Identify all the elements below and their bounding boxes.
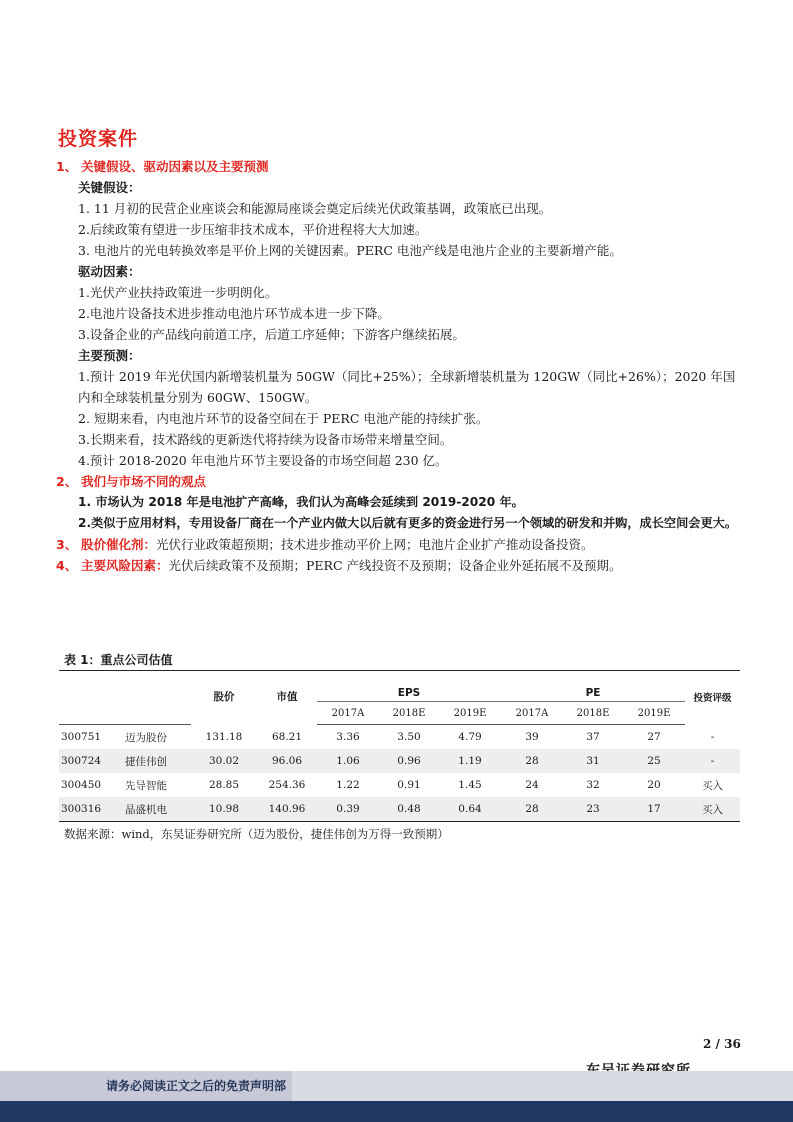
eps-2017: 3.36 (336, 731, 360, 743)
company-name: 晶盛机电 (121, 797, 191, 822)
price: 131.18 (205, 730, 243, 743)
year-header: 2017A (317, 702, 379, 725)
header-mktcap: 市值 (257, 671, 317, 725)
pe-2018: 37 (586, 731, 600, 743)
view-item: 1. 市场认为 2018 年是电池扩产高峰，我们认为高峰会延续到 2019-2020 年。 (78, 495, 524, 509)
drivers-label: 驱动因素： (78, 264, 141, 279)
year-header: 2018E (563, 702, 623, 725)
eps-2017: 1.06 (317, 749, 379, 773)
eps-2019: 0.64 (439, 797, 501, 822)
assumptions-label: 关键假设： (78, 180, 141, 195)
eps-2017: 1.22 (336, 779, 360, 791)
section-title: 股价催化剂： (81, 537, 157, 552)
price: 30.02 (191, 749, 257, 773)
pe-2017: 28 (501, 749, 563, 773)
section-1-heading (56, 156, 738, 177)
section-number: 1、 (56, 159, 78, 174)
stock-code: 300450 (61, 779, 102, 791)
price: 10.98 (191, 797, 257, 822)
header-blank (59, 702, 121, 725)
mktcap: 140.96 (257, 797, 317, 822)
driver-item: 2.电池片设备技术进步推动电池片环节成本进一步下降。 (78, 306, 390, 321)
eps-2019: 4.79 (458, 731, 482, 743)
stock-code: 300724 (59, 749, 121, 773)
forecast-item: 1.预计 2019 年光伏国内新增装机量为 50GW（同比+25%）；全球新增装机量为 120GW（同比+26%）；2020 年国内和全球装机量分别为 60GW、150GW。 (78, 369, 736, 405)
section-number: 3、 (56, 537, 78, 552)
eps-2018: 0.91 (397, 779, 421, 791)
header-price: 股价 (191, 671, 257, 725)
table-row (59, 773, 740, 797)
data-source-note: 数据来源：wind，东吴证券研究所（迈为股份，捷佳伟创为万得一致预期） (64, 827, 449, 841)
section-title: 主要风险因素： (81, 558, 169, 573)
header-blank (121, 671, 191, 702)
year-header: 2019E (439, 702, 501, 725)
table-row (59, 749, 740, 773)
section-number: 2、 (56, 474, 78, 489)
company-name: 先导智能 (125, 779, 167, 792)
rating: 买入 (685, 797, 740, 822)
section-number: 4、 (56, 558, 78, 573)
table-title: 表 1：重点公司估值 (64, 653, 173, 667)
header-rating: 投资评级 (685, 671, 740, 725)
pe-2019: 25 (623, 749, 685, 773)
mktcap: 68.21 (271, 730, 303, 743)
eps-2018: 3.50 (397, 731, 421, 743)
table-row (59, 797, 740, 822)
eps-2018: 0.48 (379, 797, 439, 822)
driver-item: 3.设备企业的产品线向前道工序，后道工序延伸；下游客户继续拓展。 (78, 327, 465, 342)
price: 28.85 (208, 779, 240, 791)
forecast-label: 主要预测： (78, 348, 141, 363)
section-3-catalysts (56, 534, 738, 555)
year-header: 2018E (379, 702, 439, 725)
forecast-item: 2. 短期来看，内电池片环节的设备空间在于 PERC 电池产能的持续扩张。 (78, 411, 489, 426)
pe-2018: 31 (563, 749, 623, 773)
driver-item: 1.光伏产业扶持政策进一步明朗化。 (78, 285, 278, 300)
risk-text: 光伏后续政策不及预期；PERC 产线投资不及预期；设备企业外延拓展不及预期。 (168, 558, 622, 573)
company-name: 捷佳伟创 (121, 749, 191, 773)
assumption-item: 1. 11 月初的民营企业座谈会和能源局座谈会奠定后续光伏政策基调，政策底已出现。 (78, 201, 552, 216)
header-pe: PE (501, 671, 685, 702)
stock-code: 300751 (61, 731, 102, 743)
header-blank (121, 702, 191, 725)
eps-2019: 1.45 (458, 779, 482, 791)
section-title: 我们与市场不同的观点 (81, 474, 207, 489)
valuation-table (59, 670, 740, 822)
page-title: 投资案件 (58, 128, 139, 150)
header-eps: EPS (317, 671, 501, 702)
assumption-item: 3. 电池片的光电转换效率是平价上网的关键因素。PERC 电池产线是电池片企业的主要新增产能。 (78, 243, 622, 258)
pe-2017: 39 (525, 731, 539, 743)
pe-2018: 32 (586, 779, 600, 791)
investment-case (56, 156, 738, 576)
stock-code: 300316 (59, 797, 121, 822)
pe-2019: 27 (647, 731, 661, 743)
section-title: 关键假设、驱动因素以及主要预测 (81, 159, 269, 174)
assumption-item: 2.后续政策有望进一步压缩非技术成本，平价进程将大大加速。 (78, 222, 428, 237)
forecast-item: 4.预计 2018-2020 年电池片环节主要设备的市场空间超 230 亿。 (78, 453, 448, 468)
company-name: 迈为股份 (125, 731, 167, 744)
catalyst-text: 光伏行业政策超预期；技术进步推动平价上网；电池片企业扩产推动设备投资。 (156, 537, 594, 552)
header-blank (59, 671, 121, 702)
mktcap: 254.36 (268, 779, 306, 791)
view-item: 2.类似于应用材料，专用设备厂商在一个产业内做大以后就有更多的资金进行另一个领域的研发和并购，成长空间会更大。 (78, 516, 738, 530)
rating: - (710, 730, 715, 743)
disclaimer-notice: 请务必阅读正文之后的免责声明部 (0, 1071, 292, 1101)
pe-2019: 20 (647, 779, 661, 791)
section-2-heading (56, 471, 738, 492)
year-header: 2019E (623, 702, 685, 725)
page-number: 2 / 36 (703, 1037, 741, 1051)
eps-2017: 0.39 (317, 797, 379, 822)
eps-2019: 1.19 (439, 749, 501, 773)
eps-2018: 0.96 (379, 749, 439, 773)
pe-2017: 28 (501, 797, 563, 822)
forecast-item: 3.长期来看，技术路线的更新迭代将持续为设备市场带来增量空间。 (78, 432, 453, 447)
pe-2019: 17 (623, 797, 685, 822)
pe-2017: 24 (525, 779, 539, 791)
footer-bar (0, 1101, 793, 1122)
pe-2018: 23 (563, 797, 623, 822)
rating: - (685, 749, 740, 773)
table-row (59, 725, 740, 750)
mktcap: 96.06 (257, 749, 317, 773)
year-header: 2017A (501, 702, 563, 725)
rating: 买入 (702, 779, 723, 792)
section-4-risks (56, 555, 738, 576)
